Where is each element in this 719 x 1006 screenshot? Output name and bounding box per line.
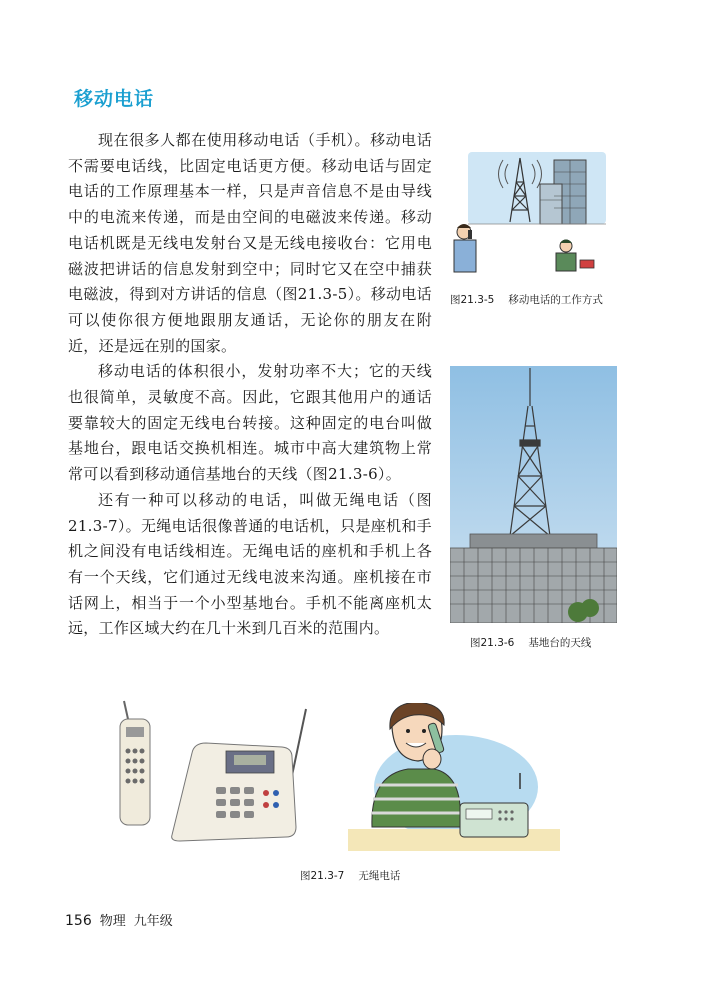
person-with-phone-left bbox=[454, 224, 476, 272]
figure-cordless-phone-cartoon bbox=[348, 703, 560, 851]
figure-caption-6 bbox=[470, 635, 591, 650]
section-title: 移动电话 bbox=[74, 88, 155, 110]
figure-caption-5 bbox=[450, 292, 603, 307]
base-station-phone-icon bbox=[172, 709, 306, 841]
page-footer bbox=[65, 910, 173, 929]
grade-label: 九年级 bbox=[133, 914, 173, 929]
handset-icon bbox=[120, 701, 150, 825]
subject-label: 物理 bbox=[99, 914, 126, 929]
figure-caption-text: 无绳电话 bbox=[358, 870, 401, 882]
figure-mobile-phone-working bbox=[448, 150, 618, 275]
figure-cordless-phone-photo bbox=[106, 695, 316, 845]
figure-caption-text: 移动电话的工作方式 bbox=[508, 294, 603, 306]
figure-base-station-antenna bbox=[450, 366, 617, 623]
paragraph-cordless-phone: 还有一种可以移动的电话，叫做无绳电话（图21.3-7）。无绳电话很像普通的电话机，只是座机和手机之间没有电话线相连。无绳电话的座机和手机上各有一个天线，它们通过无线电波来沟通。座机接在市话网上，相当于一个小型基地台。手机不能离座机太远，工作区域大约在几十米到几百米的范围内。 bbox=[68, 490, 432, 638]
paragraph-mobile-phone: 现在很多人都在使用移动电话（手机）。移动电话不需要电话线，比固定电话更方便。移动电话与固定电话的工作原理基本一样，只是声音信息不是由导线中的电流来传递，而是由空间的电磁波来传递。移动电话机既是无线电发射台又是无线电接收台：它用电磁波把讲话的信息发射到空中；同时它又在空中捕获电磁波，得到对方讲话的信息（图21.3-5）。移动电话可以使你很方便地跟朋友通话，无论你的朋友在附近，还是远在别的国家。 bbox=[68, 131, 432, 355]
page-number: 156 bbox=[65, 913, 92, 929]
body-text bbox=[68, 128, 432, 642]
figure-caption-7 bbox=[300, 868, 400, 883]
figure-number: 图21.3-6 bbox=[470, 637, 515, 649]
person-with-phone-right bbox=[556, 240, 594, 272]
figure-caption-text: 基地台的天线 bbox=[528, 637, 592, 649]
paragraph-base-station: 移动电话的体积很小，发射功率不大；它的天线也很简单，灵敏度不高。因此，它跟其他用户的通话要靠较大的固定无线电台转接。这种固定的电台叫做基地台，跟电话交换机相连。城市中高大建筑物上常常可以看到移动通信基地台的天线（图21.3-6）。 bbox=[68, 362, 432, 484]
figure-number: 图21.3-5 bbox=[450, 294, 495, 306]
figure-number: 图21.3-7 bbox=[300, 870, 345, 882]
